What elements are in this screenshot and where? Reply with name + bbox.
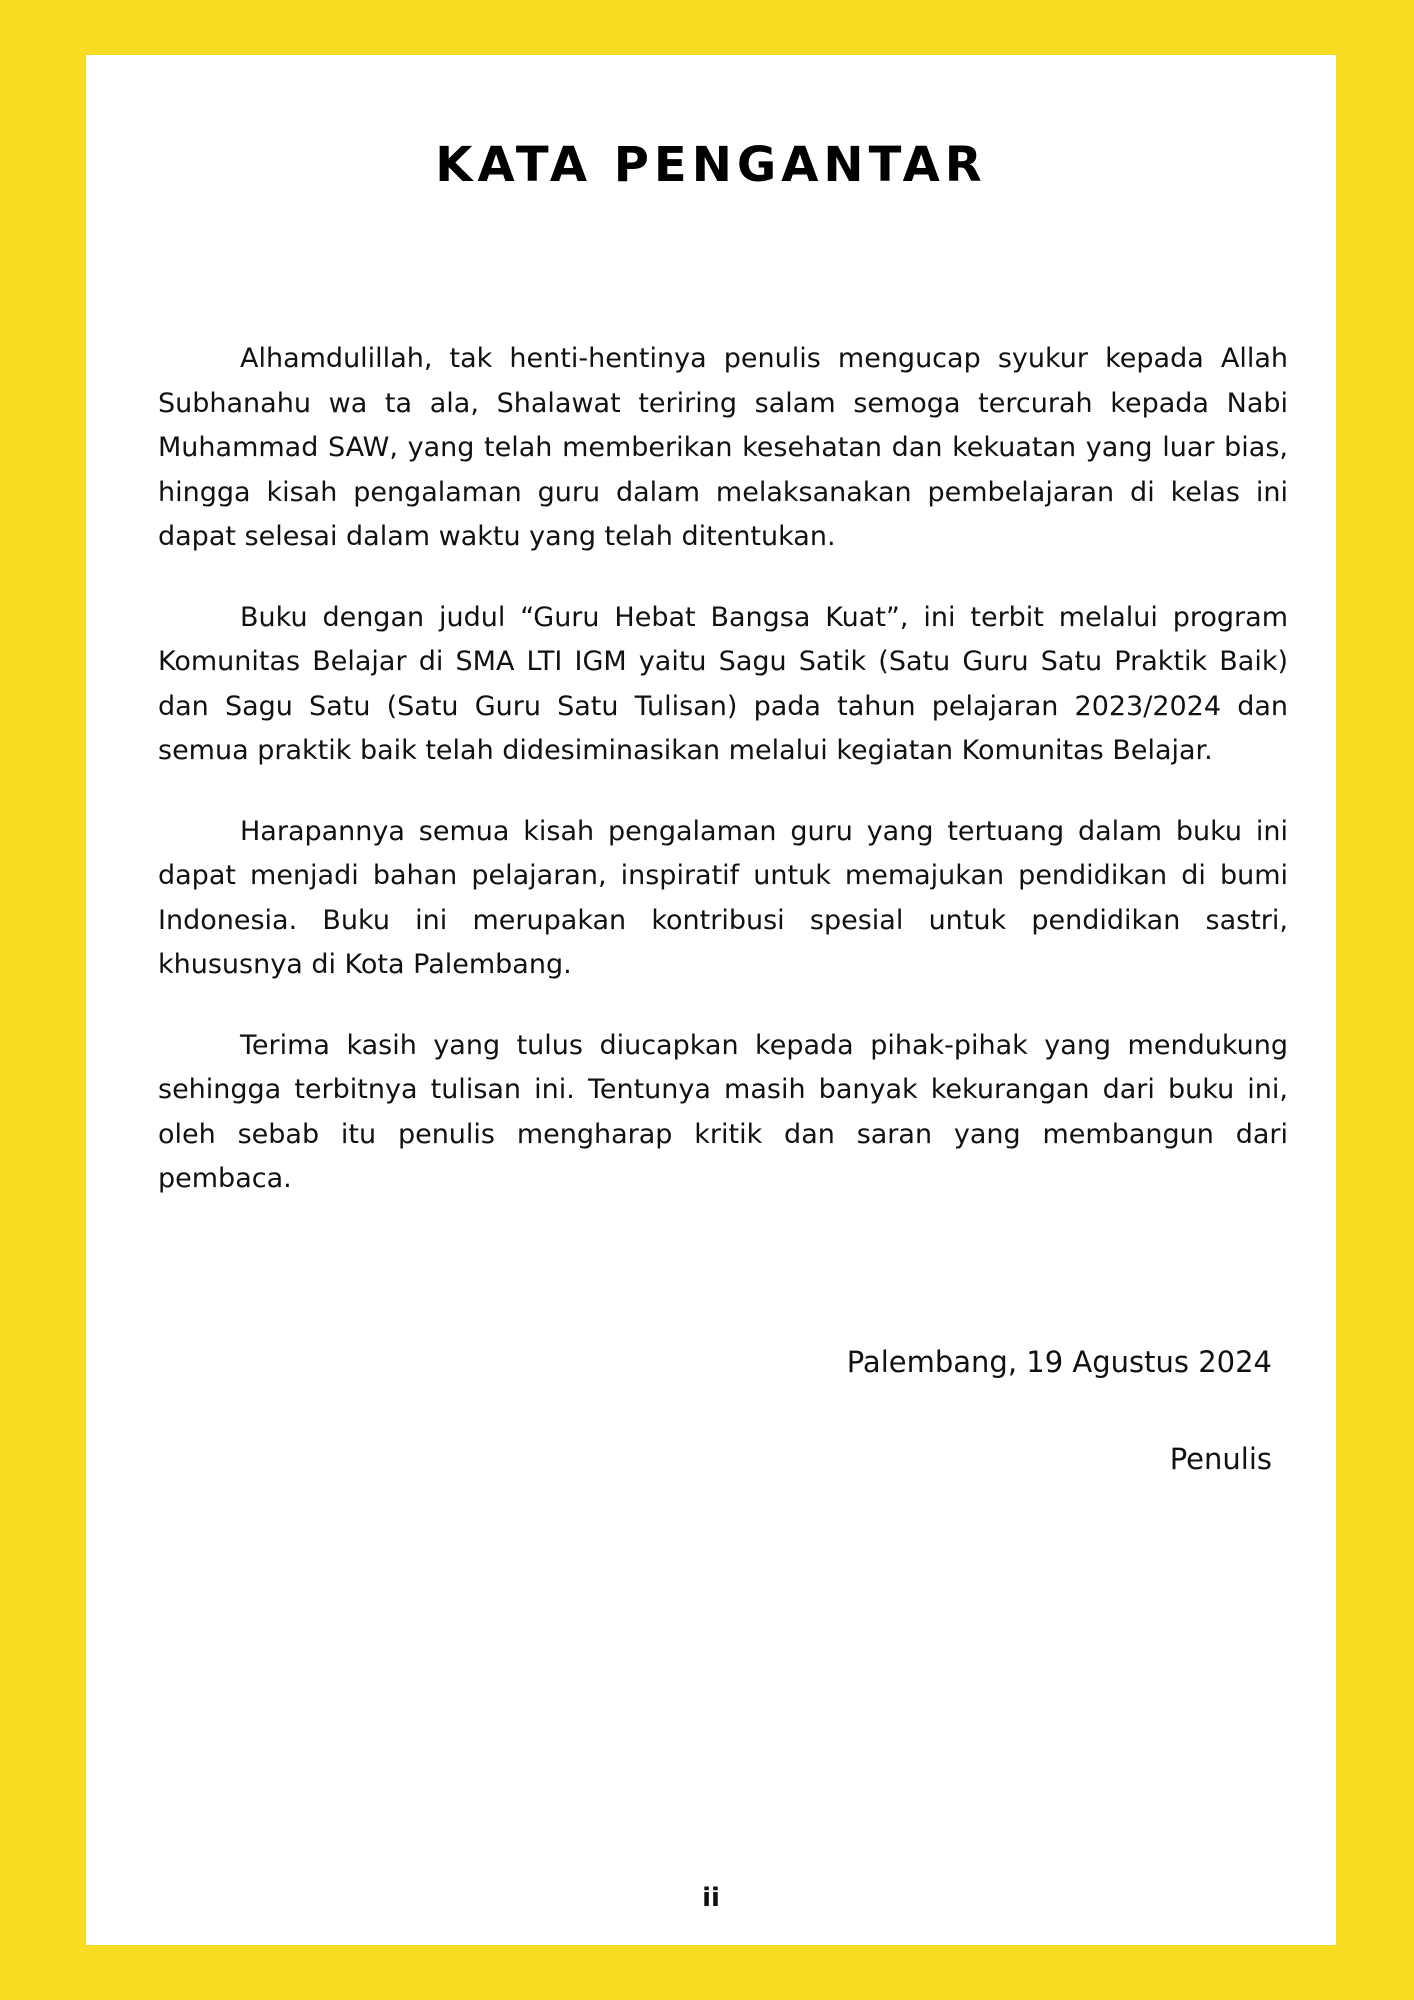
author-signature: Penulis xyxy=(1169,1442,1272,1476)
page-number: ii xyxy=(702,1883,720,1913)
body-text xyxy=(158,337,1288,1238)
page-title: KATA PENGANTAR xyxy=(435,137,987,193)
document-page xyxy=(86,55,1336,1945)
paragraph-2: Buku dengan judul “Guru Hebat Bangsa Kuat”, ini terbit melalui program Komunitas Belajar di SMA LTI IGM yaitu Sagu Satik (Satu Guru Satu Praktik Baik) dan Sagu Satu (Satu Guru Satu Tulisan) pada tahun pelajaran 2023/2024 dan semua praktik baik telah didesiminasikan melalui kegiatan Komunitas Belajar. xyxy=(158,601,1288,766)
place-date: Palembang, 19 Agustus 2024 xyxy=(846,1345,1272,1379)
paragraph-4: Terima kasih yang tulus diucapkan kepada pihak-pihak yang mendukung sehingga terbitnya tulisan ini. Tentunya masih banyak kekurangan dari buku ini, oleh sebab itu penulis mengharap kritik dan saran yang membangun dari pembaca. xyxy=(158,1029,1288,1194)
paragraph-3: Harapannya semua kisah pengalaman guru yang tertuang dalam buku ini dapat menjadi bahan pelajaran, inspiratif untuk memajukan pendidikan di bumi Indonesia. Buku ini merupakan kontribusi spesial untuk pendidikan sastri, khususnya di Kota Palembang. xyxy=(158,815,1288,980)
paragraph-1: Alhamdulillah, tak henti-hentinya penulis mengucap syukur kepada Allah Subhanahu wa ta ala, Shalawat teriring salam semoga tercurah kepada Nabi Muhammad SAW, yang telah memberikan kesehatan dan kekuatan yang luar bias, hingga kisah pengalaman guru dalam melaksanakan pembelajaran di kelas ini dapat selesai dalam waktu yang telah ditentukan. xyxy=(158,343,1288,552)
